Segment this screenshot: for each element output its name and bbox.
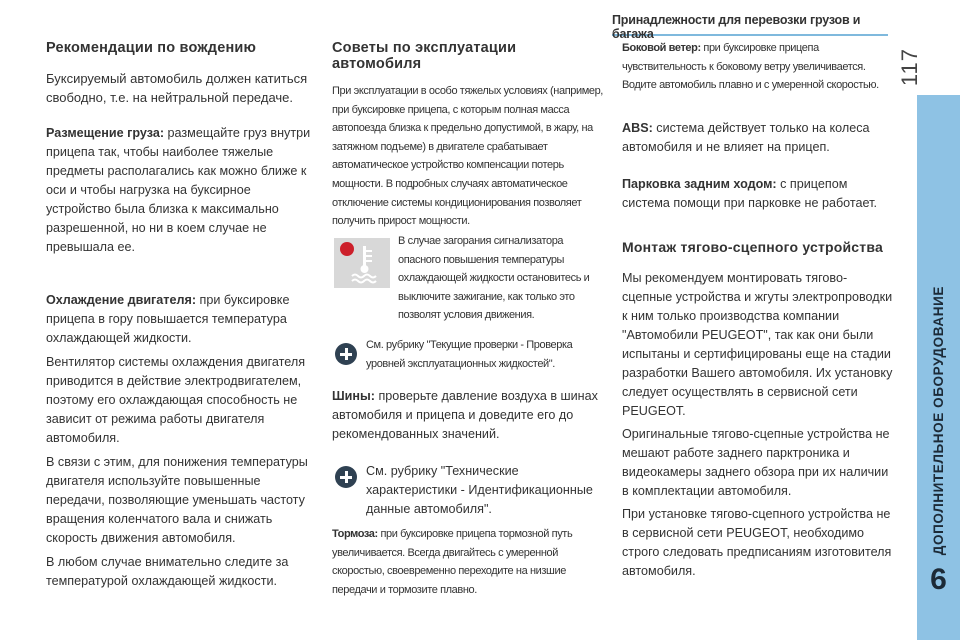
load-paragraph (46, 124, 316, 257)
coolant-warning-text: В случае загорания сигнализатора опасного повышения температуры охлаждающей жидкости остановитесь и выключите зажигание, как только это позволят условия движения. (398, 235, 590, 322)
column-driving-advice (46, 40, 316, 591)
abs-paragraph (622, 119, 894, 157)
parking-label: Парковка задним ходом: (622, 176, 777, 191)
fan-paragraph: Вентилятор системы охлаждения двигателя приводится в действие электродвигателем, поэтому его охлаждающая способность не зависит от режима работы двигателя автомобиля. (46, 355, 306, 445)
parking-text: с прицепом система помощи при парковке не работает. (622, 176, 877, 210)
operation-intro: При эксплуатации в особо тяжелых условиях (например, при буксировке прицепа, с которым полная масса автопоезда близка к предельно допустимой, в жару, на затяжном подъеме) в двигателе срабатывает автоматическое устройство компенсации потерь мощности. В подробных случаях автоматическое отключение системы кондиционирования позволяет получить прирост мощности. (332, 85, 603, 228)
abs-text: система действует только на колеса автомобиля и не влияет на прицеп. (622, 120, 870, 154)
column-operation-tips (332, 40, 604, 231)
intro-paragraph: Буксируемый автомобиль должен катиться свободно, т.е. на нейтральной передаче. (46, 71, 308, 105)
tyres-paragraph (332, 387, 604, 444)
ref-fluid-checks: См. рубрику "Текущие проверки - Проверка уровней эксплуатационных жидкостей". (366, 339, 573, 370)
towbar-p1: Мы рекомендуем монтировать тягово-сцепные устройства и жгуты электропроводки к ним только производства компании "Автомобили PEUGEOT", так как они были испытаны и сертифицированы еще на стадии разработки Вашего автомобиля. Их установку следует осуществлять в сервисной сети PEUGEOT. (622, 270, 893, 418)
cooling-label: Охлаждение двигателя: (46, 293, 197, 307)
watch-paragraph: В любом случае внимательно следите за температурой охлаждающей жидкости. (46, 555, 289, 588)
sidebar-section-title: ДОПОЛНИТЕЛЬНОЕ ОБОРУДОВАНИЕ (931, 285, 946, 555)
gear-paragraph: В связи с этим, для понижения температуры двигателя используйте повышенные передачи, позволяющие уменьшать частоту вращения коленчатого вала и снижать скорость движения автомобиля. (46, 455, 308, 545)
coolant-warning-box (334, 238, 390, 288)
driving-advice-heading: Рекомендации по вождению (46, 40, 257, 56)
cooling-paragraph (46, 291, 316, 348)
parking-paragraph (622, 175, 894, 213)
towbar-p2: Оригинальные тягово-сцепные устройства не мешают работе заднего парктроника и видеокамеры заднего обзора при их наличии в комплектации автомобиля. (622, 426, 890, 498)
brakes-paragraph (332, 525, 604, 599)
abs-label: ABS: (622, 120, 653, 135)
wind-label: Боковой ветер: (622, 42, 701, 54)
cooling-text: при буксировке прицепа в гору повышается температура охлаждающей жидкости. (46, 293, 290, 345)
plus-info-icon (335, 343, 357, 365)
wind-paragraph (622, 39, 894, 95)
load-label: Размещение груза: (46, 126, 165, 140)
towbar-heading: Монтаж тягово-сцепного устройства (622, 238, 883, 255)
chapter-number: 6 (930, 563, 947, 596)
brakes-label: Тормоза: (332, 528, 378, 540)
load-text: размещайте груз внутри прицепа так, чтобы наиболее тяжелые предметы располагались как можно ближе к оси и чтобы нагрузка на буксирное устройство была близка к максимально разрешенной, но ни в коем случае не превышала ее. (46, 126, 311, 254)
wind-text: при буксировке прицепа чувствительность к боковому ветру увеличивается. Водите автомобиль плавно и с умеренной скоростью. (622, 42, 879, 92)
column-towbar (622, 40, 894, 581)
tyres-label: Шины: (332, 389, 375, 403)
operation-tips-heading: Советы по эксплуатации автомобиля (332, 40, 517, 72)
ref-technical-data: См. рубрику "Технические характеристики - Идентификационные данные автомобиля". (366, 464, 593, 516)
page-number: 117 (897, 48, 922, 87)
brakes-text: при буксировке прицепа тормозной путь увеличивается. Всегда двигайтесь с умеренной скоростью, своевременно переходите на низшие передачи и тормозите плавно. (332, 528, 573, 596)
coolant-temperature-warning-icon (334, 238, 390, 288)
page-header (612, 0, 888, 41)
towbar-p3: При установке тягово-сцепного устройства не в сервисной сети PEUGEOT, необходимо строго следовать предписаниям изготовителя автомобиля. (622, 506, 892, 578)
header-title: Принадлежности для перевозки грузов и багажа (612, 13, 861, 41)
tyres-text: проверьте давление воздуха в шинах автомобиля и прицепа и доведите его до рекомендованных значений. (332, 389, 598, 441)
plus-info-icon-2 (335, 466, 357, 488)
chapter-sidebar (917, 95, 960, 640)
